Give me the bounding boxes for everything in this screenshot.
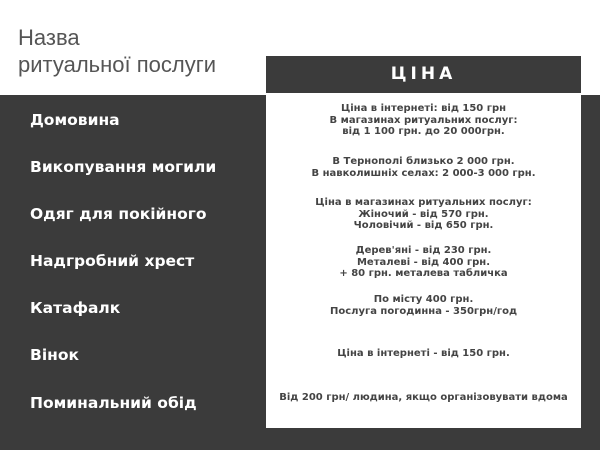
price-text bbox=[266, 392, 581, 404]
service-label: Поминальний обід bbox=[30, 394, 197, 412]
price-line: Чоловічий - від 650 грн. bbox=[353, 220, 494, 231]
title-line: ритуальної послуги bbox=[18, 52, 217, 77]
price-header: ЦІНА bbox=[266, 56, 581, 93]
price-line: Ціна в інтернеті: від 150 грн bbox=[340, 103, 507, 114]
column-title bbox=[18, 24, 216, 78]
service-label: Вінок bbox=[30, 346, 80, 364]
service-label: Катафалк bbox=[30, 299, 121, 317]
price-line: Послуга погодинна - 350грн/год bbox=[329, 305, 518, 317]
price-line: Жіночий - від 570 грн. bbox=[358, 208, 489, 220]
price-text bbox=[266, 294, 581, 317]
price-line: В магазинах ритуальних послуг: bbox=[329, 114, 518, 126]
price-text bbox=[266, 197, 581, 232]
service-label: Викопування могили bbox=[30, 158, 217, 176]
price-line: + 80 грн. металева табличка bbox=[339, 268, 508, 279]
service-label: Одяг для покійного bbox=[30, 205, 207, 223]
price-line: Ціна в магазинах ритуальних послуг: bbox=[315, 197, 532, 208]
service-label: Домовина bbox=[30, 111, 120, 129]
price-line: В Тернополі близько 2 000 грн. bbox=[332, 156, 515, 167]
price-text bbox=[266, 103, 581, 138]
price-text bbox=[266, 348, 581, 360]
service-label: Надгробний хрест bbox=[30, 252, 195, 270]
title-line: Назва bbox=[18, 25, 80, 50]
price-line: Дерев'яні - від 230 грн. bbox=[355, 245, 492, 256]
price-line: В навколишніх селах: 2 000-3 000 грн. bbox=[311, 167, 536, 179]
price-line: від 1 100 грн. до 20 000грн. bbox=[342, 126, 505, 137]
price-text bbox=[266, 245, 581, 280]
price-line: По місту 400 грн. bbox=[373, 294, 474, 305]
price-text bbox=[266, 156, 581, 179]
price-line: Від 200 грн/ людина, якщо організовувати вдома bbox=[279, 392, 568, 403]
price-line: Ціна в інтернеті - від 150 грн. bbox=[337, 348, 510, 359]
price-line: Металеві - від 400 грн. bbox=[356, 256, 490, 268]
